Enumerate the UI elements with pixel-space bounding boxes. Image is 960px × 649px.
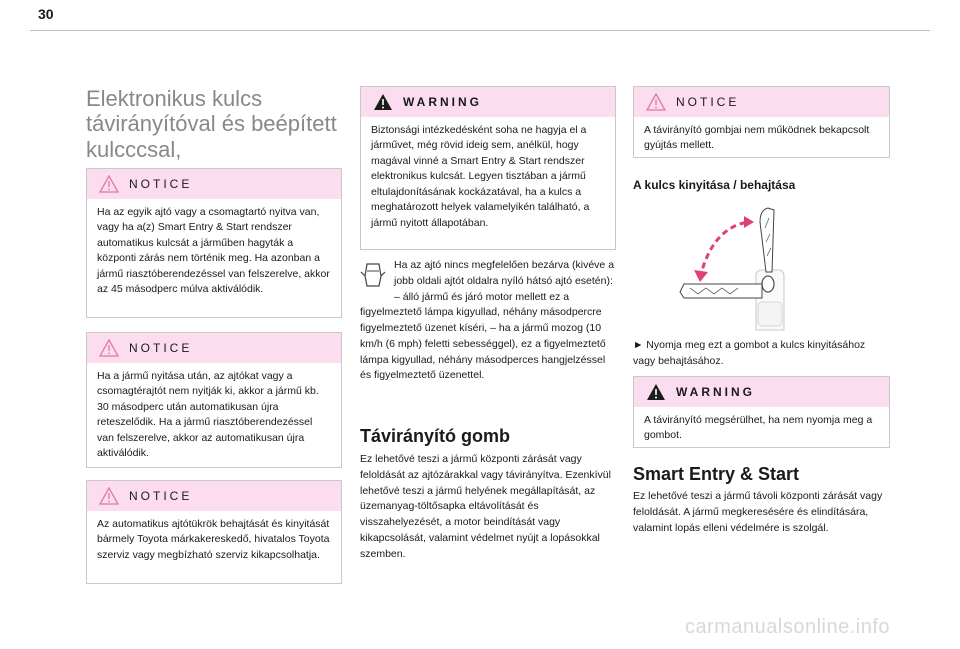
page-number: 30 bbox=[38, 6, 54, 22]
notice-label: NOTICE bbox=[129, 177, 193, 191]
warning-box bbox=[360, 86, 616, 250]
remote-para: Ez lehetővé teszi a jármű központi zárását vagy feloldását az ajtózárakkal vagy távirányítva. Ezenkívül lehetővé teszi a jármű helyének megállapítását, az üzemanyag-töltősapka eltávolítását és visszahelyezését, a motor beindítását vagy kikapcsolását, valamint védelmet nyújt a lopásokkal szemben. bbox=[360, 453, 611, 560]
notice-text: A távirányító gombjai nem működnek bekapcsolt gyújtás mellett. bbox=[644, 124, 870, 152]
warning-triangle-icon bbox=[646, 93, 666, 111]
watermark: carmanualsonline.info bbox=[684, 616, 890, 638]
warning-triangle-icon bbox=[99, 487, 119, 505]
warning-box-2 bbox=[633, 376, 890, 448]
key-subheading-block bbox=[633, 178, 890, 192]
notice-text: Ha a jármű nyitása után, az ajtókat vagy a csomagtérajtót nem nyitják ki, akkor a jármű kb. 30 másodperc után automatikusan újra reteszelődik. Ha a jármű riasztóberendezéssel van felszerelve, akkor az automatikusan újra aktiválódik. bbox=[97, 370, 319, 460]
warning-triangle-icon bbox=[646, 383, 666, 401]
door-info-text: Ha az ajtó nincs megfelelően bezárva (kivéve a jobb oldali ajtót oldalra nyíló hátsó ajtó esetén): – álló jármű és járó motor mellett ez a figyelmeztető lámpa kigyullad, néhány másodpercre figyelmeztető üzenet kíséri, – ha a jármű mozog (10 km/h (6 mph) feletti sebességgel), ez a figyelmeztető lámpa kigyullad, néhány másodperces hangjelzéssel és figyelmeztető üzenettel. bbox=[360, 259, 615, 382]
remote-heading: Távirányító gomb bbox=[360, 426, 511, 446]
notice-box-1 bbox=[86, 168, 342, 318]
notice-box-4 bbox=[633, 86, 890, 158]
open-door-warning-icon bbox=[360, 260, 386, 290]
section-title: Elektronikus kulcs távirányítóval és beépített kulcccsal, bbox=[86, 86, 337, 162]
notice-text: Az automatikus ajtótükrök behajtását és kinyitását bármely Toyota márkakereskedő, hivatalos Toyota szerviz vagy megbízható szerviz kikapcsolhatja. bbox=[97, 518, 330, 561]
key-fold-illustration bbox=[670, 198, 810, 333]
key-subheading: A kulcs kinyitása / behajtása bbox=[633, 178, 796, 192]
warning-text: A távirányító megsérülhet, ha nem nyomja meg a gombot. bbox=[644, 414, 873, 442]
notice-label: NOTICE bbox=[129, 341, 193, 355]
smart-entry-para: Ez lehetővé teszi a jármű távoli központi zárását vagy feloldását. A jármű megkeresésére és elindítására, valamint lopás elleni védelmére is szolgál. bbox=[633, 490, 883, 534]
warning-label: WARNING bbox=[403, 95, 482, 109]
notice-box-3 bbox=[86, 480, 342, 584]
notice-header bbox=[87, 169, 341, 199]
warning-label: WARNING bbox=[676, 385, 755, 399]
smart-entry-heading-block bbox=[633, 464, 890, 485]
key-instruction: ► Nyomja meg ezt a gombot a kulcs kinyitásához vagy behajtásához. bbox=[633, 339, 866, 367]
warning-header bbox=[634, 377, 889, 407]
warning-text: Biztonsági intézkedésként soha ne hagyja el a járművet, még rövid ideig sem, anélkül, hogy magával vinné a Smart Entry & Start rendszer elektronikus kulcsát. Legyen tisztában a jármű eltulajdonításának kockázatával, ha a kulcs a meghatározott helyek valamelyikén található, a jármű nyitott állapotában. bbox=[371, 124, 590, 229]
notice-header bbox=[87, 481, 341, 511]
door-info-block bbox=[360, 258, 618, 384]
smart-entry-heading: Smart Entry & Start bbox=[633, 464, 800, 484]
notice-text: Ha az egyik ajtó vagy a csomagtartó nyitva van, vagy ha a(z) Smart Entry & Start rendszer automatikus kulcsát a járműben hagyták a központi zárás nem történik meg. Ha azonban a jármű riasztóberendezéssel van felszerelve, akkor az 45 másodperc múlva aktiválódik. bbox=[97, 206, 330, 296]
warning-triangle-icon bbox=[99, 339, 119, 357]
notice-header bbox=[87, 333, 341, 363]
notice-box-2 bbox=[86, 332, 342, 468]
warning-header bbox=[361, 87, 615, 117]
warning-triangle-icon bbox=[373, 93, 393, 111]
section-title-block bbox=[86, 86, 346, 162]
notice-header bbox=[634, 87, 889, 117]
notice-label: NOTICE bbox=[676, 95, 740, 109]
notice-label: NOTICE bbox=[129, 489, 193, 503]
top-divider bbox=[30, 30, 930, 31]
warning-triangle-icon bbox=[99, 175, 119, 193]
remote-heading-block bbox=[360, 426, 618, 447]
